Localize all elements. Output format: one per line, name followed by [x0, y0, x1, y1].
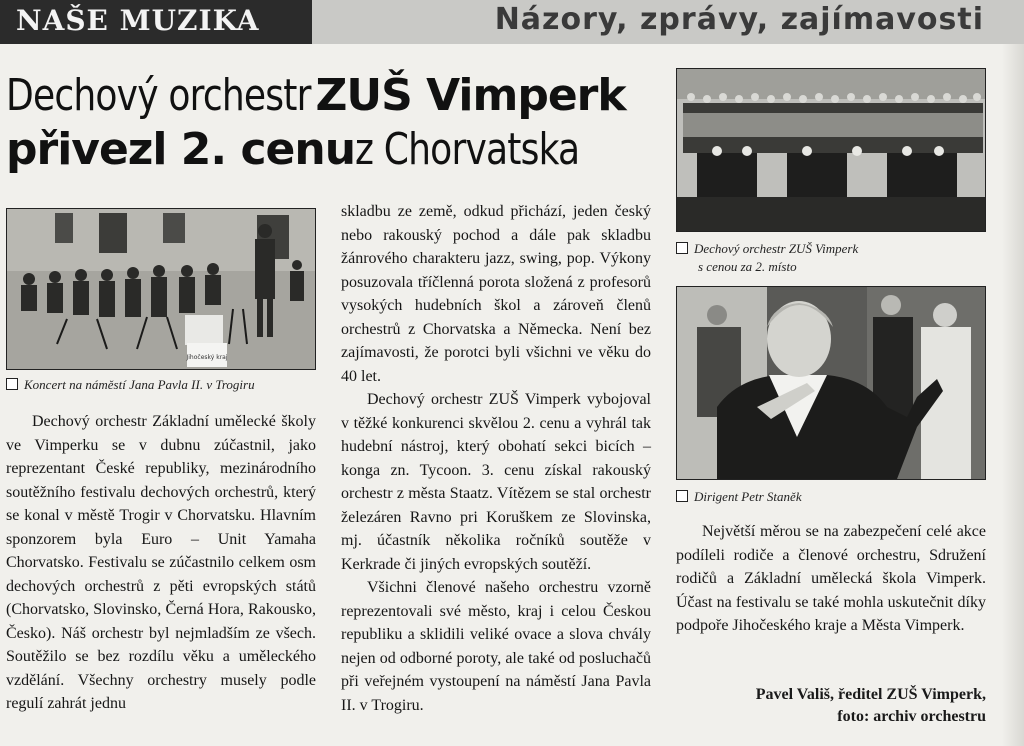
- headline-part-2: ZUŠ Vimperk: [315, 70, 626, 121]
- conductor-photo: [676, 286, 986, 480]
- orchestra-photo: [676, 68, 986, 232]
- paragraph: skladbu ze země, odkud přichází, jeden český nebo rakouský pochod a dále pak skladbu žánrového charakteru jazz, swing, pop. Výkony posuzovala tříčlenná porota složená z profesorů vysokých hudebních škol a zároveň členů orchestrů z Chorvatska a Německa. Není bez zajímavosti, že porotci byli všichni ve věku do 40 let.: [341, 203, 651, 385]
- article-headline: [6, 70, 656, 178]
- section-title: NAŠE MUZIKA: [16, 4, 260, 37]
- author-line: Pavel Vališ, ředitel ZUŠ Vimperk,: [755, 686, 986, 703]
- conductor-caption: Dirigent Petr Staněk: [676, 488, 986, 506]
- orchestra-caption: Dechový orchestr ZUŠ Vimperk s cenou za 2. místo: [676, 240, 986, 276]
- headline-part-4: z Chorvatska: [355, 124, 580, 175]
- concert-photo: [6, 208, 316, 370]
- headline-part-1: Dechový orchestr: [6, 70, 311, 121]
- headline-part-3: přivezl 2. cenu: [6, 124, 356, 175]
- sign-text: Jihočeský kraj: [186, 354, 228, 361]
- caption-box-icon: [676, 242, 688, 254]
- paragraph: Dechový orchestr ZUŠ Vimperk vybojoval v těžké konkurenci skvělou 2. cenu a vyhrál tak hudební nástroj, který obohatí sekci bicích – konga zn. Tycoon. 3. cenu získal rakouský orchestr z města Staatz. Vítězem se stal orchestr železáren Ravno pri Koruškem ze Slovinska, mj. účastník několika ročníků soutěže v Kerkrade či jiných evropských soutěží.: [341, 391, 651, 573]
- page-edge-shadow: [1002, 44, 1024, 746]
- section-label-box: [0, 0, 312, 44]
- paragraph: Největší měrou se na zabezpečení celé akce podíleli rodiče a členové orchestru, Sdružení rodičů a Základní umělecká škola Vimperk. Účast na festivalu se také mohla uskutečnit díky podpoře Jihočeského kraje a Města Vimperk.: [676, 523, 986, 634]
- section-tagline: Názory, zprávy, zajímavosti: [494, 2, 984, 37]
- caption-box-icon: [676, 490, 688, 502]
- caption-box-icon: [6, 378, 18, 390]
- article-column-2: [341, 200, 651, 717]
- section-header: [0, 0, 1024, 44]
- paragraph: Všichni členové našeho orchestru vzorně reprezentovali své město, kraj i celou Českou republiku a sklidili veliké ovace a slova chvály nejen od odborné poroty, ale také od posluchačů při veřejném vystoupení na náměstí Jana Pavla II. v Trogiru.: [341, 579, 651, 714]
- photo-credit-line: foto: archiv orchestru: [837, 708, 986, 725]
- article-column-1: [6, 410, 316, 716]
- concert-caption: Koncert na náměstí Jana Pavla II. v Trogiru: [6, 376, 316, 394]
- article-column-3: [676, 520, 986, 638]
- article-signature: [756, 684, 986, 728]
- paragraph: Dechový orchestr Základní umělecké školy ve Vimperku se v dubnu zúčastnil, jako reprezentant České republiky, mezinárodního soutěžního festivalu dechových orchestrů, který se konal v městě Trogir v Chorvatsku. Hlavním sponzorem byla Euro – Unit Yamaha Chorvatsko. Festivalu se zúčastnilo celkem osm dechových orchestrů z pěti evropských států (Chorvatsko, Slovinsko, Černá Hora, Rakousko, Česko). Náš orchestr byl nejmladším ze všech. Soutěžilo se bez rozdílu věku a uměleckého vzdělání. Všechny orchestry musely podle regulí zahrát jednu: [6, 413, 316, 712]
